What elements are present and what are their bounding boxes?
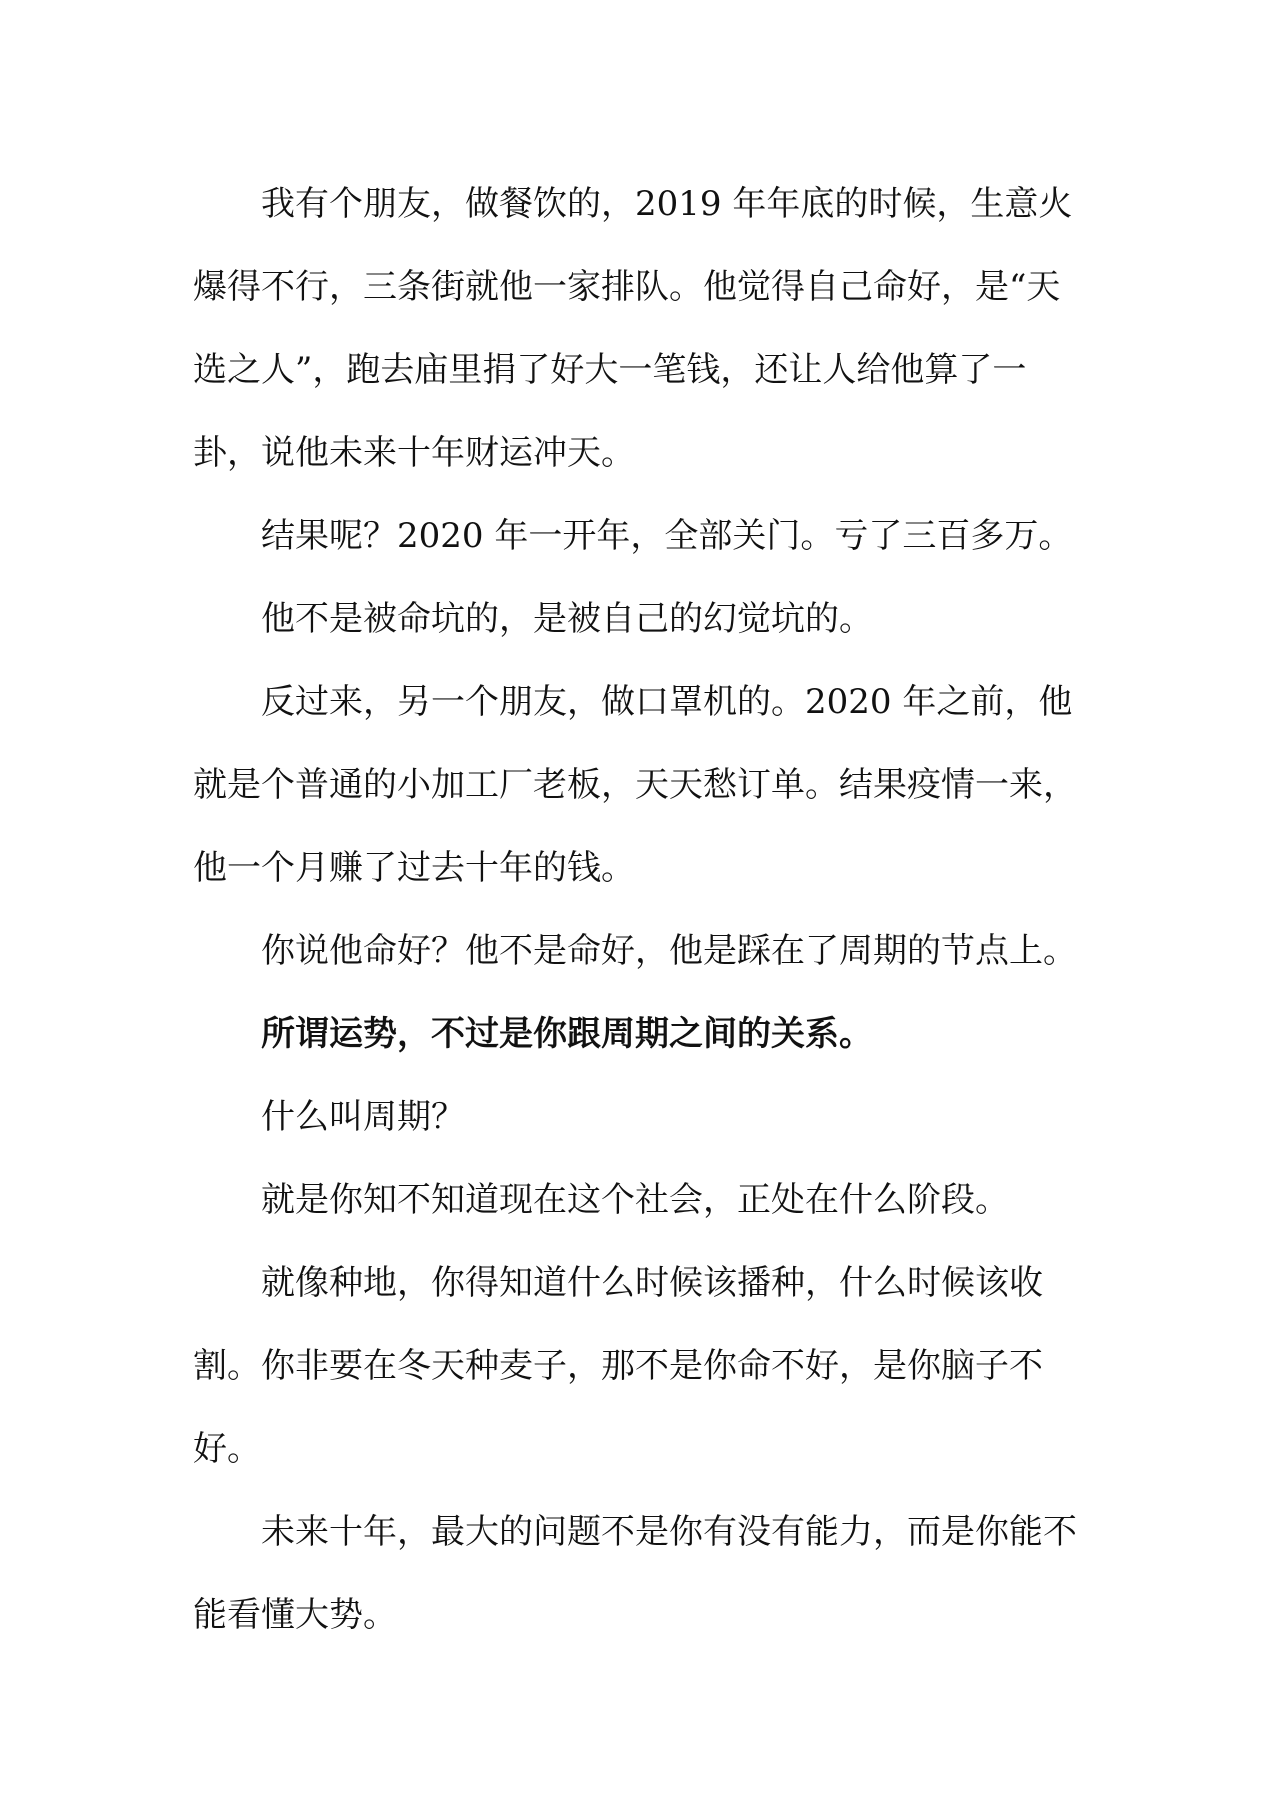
paragraph-1: 我有个朋友，做餐饮的，2019 年年底的时候，生意火爆得不行，三条街就他一家排队。他觉得自己命好，是“天选之人”，跑去庙里捐了好大一笔钱，还让人给他算了一卦，说他未来十年财运冲天。 — [193, 184, 1073, 473]
document-body — [193, 163, 1083, 1657]
paragraph-10: 未来十年，最大的问题不是你有没有能力，而是你能不能看懂大势。 — [193, 1512, 1077, 1635]
paragraph-9: 就像种地，你得知道什么时候该播种，什么时候该收割。你非要在冬天种麦子，那不是你命不好，是你脑子不好。 — [193, 1263, 1043, 1469]
paragraph-6-bold-thesis: 所谓运势，不过是你跟周期之间的关系。 — [261, 1014, 873, 1054]
paragraph-8: 就是你知不知道现在这个社会，正处在什么阶段。 — [261, 1180, 1009, 1220]
paragraph-4: 反过来，另一个朋友，做口罩机的。2020 年之前，他就是个普通的小加工厂老板，天天愁订单。结果疫情一来，他一个月赚了过去十年的钱。 — [193, 682, 1077, 888]
paragraph-5: 你说他命好？他不是命好，他是踩在了周期的节点上。 — [261, 931, 1077, 971]
paragraph-2: 结果呢？2020 年一开年，全部关门。亏了三百多万。 — [261, 516, 1073, 556]
paragraph-7: 什么叫周期？ — [261, 1097, 465, 1137]
paragraph-3: 他不是被命坑的，是被自己的幻觉坑的。 — [261, 599, 873, 639]
